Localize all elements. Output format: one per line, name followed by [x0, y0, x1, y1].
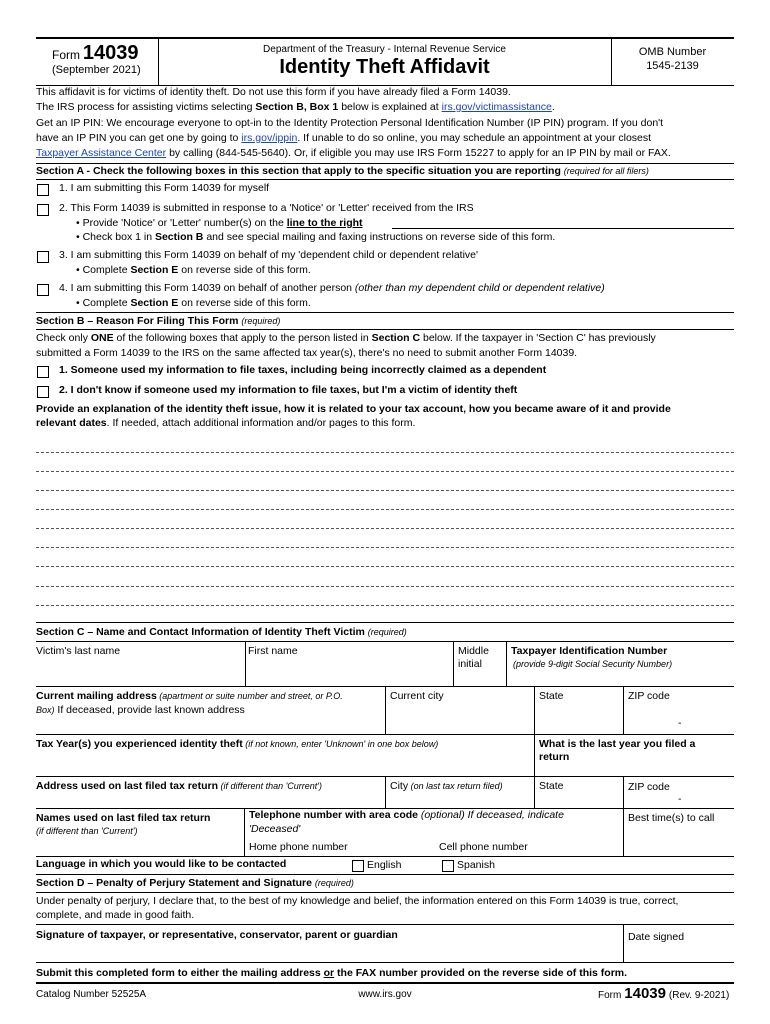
home-phone-field[interactable]: Home phone number — [249, 841, 348, 853]
form-id: Form 14039 — [52, 42, 139, 64]
section-b-instructions-2: submitted a Form 14039 to the IRS on the same affected tax year(s), there's no need to submit another Form 14039. — [36, 347, 578, 359]
signature-field[interactable]: Signature of taxpayer, or representative, conservator, parent or guardian — [36, 929, 398, 941]
spanish-label: Spanish — [457, 859, 495, 871]
english-label: English — [367, 859, 402, 871]
catalog-number: Catalog Number 52525A — [36, 989, 147, 1000]
section-a-item-2: 2. This Form 14039 is submitted in response to a 'Notice' or 'Letter' received from the IRS — [59, 202, 474, 214]
tin-field[interactable]: Taxpayer Identification Number (provide 9-digit Social Security Number) — [511, 645, 673, 669]
names-last-return-field[interactable]: Names used on last filed tax return (if different than 'Current') — [36, 812, 211, 836]
perjury-statement-2: complete, and made in good faith. — [36, 909, 195, 921]
current-city-field[interactable]: Current city — [390, 690, 444, 702]
explanation-line[interactable] — [36, 471, 734, 472]
taxpayer-assistance-link[interactable]: Taxpayer Assistance Center — [36, 147, 167, 159]
section-b-option-1: 1. Someone used my information to file taxes, including being incorrectly claimed as a dependent — [59, 364, 547, 376]
section-a-item-1: 1. I am submitting this Form 14039 for myself — [59, 182, 270, 194]
last-year-filed-field[interactable]: What is the last year you filed a return — [539, 738, 696, 763]
section-a-checkbox-1[interactable] — [37, 184, 49, 196]
best-time-field[interactable]: Best time(s) to call — [628, 812, 715, 824]
last-return-zip-field[interactable]: ZIP code - — [628, 781, 682, 805]
intro-line-5: Taxpayer Assistance Center by calling (844-545-5640). Or, if eligible you may use IRS Form 15227 to apply for an IP PIN by mail or FAX. — [36, 147, 671, 159]
explanation-line[interactable] — [36, 452, 734, 453]
section-b-option-2: 2. I don't know if someone used my information to file taxes, but I'm a victim of identity theft — [59, 384, 518, 396]
website: www.irs.gov — [358, 989, 412, 1000]
telephone-block: Telephone number with area code (optional) If deceased, indicate 'Deceased' Home phone number Cell phone number — [249, 809, 564, 853]
explanation-line[interactable] — [36, 605, 734, 606]
last-return-city-field[interactable]: City (on last tax return filed) — [390, 780, 503, 792]
section-a-item-3-bullet: • Complete Section E on reverse side of this form. — [76, 264, 311, 276]
explanation-prompt-2: relevant dates. If needed, attach additional information and/or pages to this form. — [36, 417, 416, 429]
mailing-address-field[interactable]: Current mailing address (apartment or suite number and street, or P.O. Box) If deceased, provide last known address — [36, 690, 343, 716]
omb-number: 1545-2139 — [646, 60, 699, 72]
section-a-checkbox-2[interactable] — [37, 204, 49, 216]
explanation-line[interactable] — [36, 586, 734, 587]
notice-number-line[interactable] — [392, 228, 734, 229]
section-b-checkbox-2[interactable] — [37, 386, 49, 398]
current-state-field[interactable]: State — [539, 690, 564, 702]
section-b-checkbox-1[interactable] — [37, 366, 49, 378]
omb-label: OMB Number — [638, 46, 707, 58]
form-revision: (September 2021) — [52, 64, 141, 76]
date-signed-field[interactable]: Date signed — [628, 931, 685, 943]
language-label: Language in which you would like to be contacted — [36, 858, 287, 870]
section-b-instructions-1: Check only ONE of the following boxes that apply to the person listed in Section C below. If the taxpayer in 'Section C' has previously — [36, 332, 656, 344]
section-a-item-2-bullet-1: • Provide 'Notice' or 'Letter' number(s) on the line to the right — [76, 217, 363, 229]
intro-line-3: Get an IP PIN: We encourage everyone to opt-in to the Identity Protection Personal Identification Number (IP PIN) program. If you don't — [36, 117, 664, 129]
ippin-link[interactable]: irs.gov/ippin — [241, 132, 298, 144]
tax-years-field[interactable]: Tax Year(s) you experienced identity theft (if not known, enter 'Unknown' in one box below) — [36, 738, 439, 750]
page-title: Identity Theft Affidavit — [279, 56, 490, 78]
section-c-heading: Section C – Name and Contact Information of Identity Theft Victim (required) — [36, 626, 407, 638]
spanish-checkbox[interactable] — [442, 860, 454, 872]
department: Department of the Treasury - Internal Revenue Service — [263, 44, 506, 55]
intro-line-1: This affidavit is for victims of identity theft. Do not use this form if you have already filed a Form 14039. — [36, 86, 511, 98]
english-checkbox[interactable] — [352, 860, 364, 872]
explanation-line[interactable] — [36, 547, 734, 548]
middle-initial-field[interactable]: Middle initial — [458, 645, 489, 670]
perjury-statement-1: Under penalty of perjury, I declare that, to the best of my knowledge and belief, the information entered on this Form 14039 is true, correct, — [36, 895, 679, 907]
explanation-line[interactable] — [36, 566, 734, 567]
footer-form-id: Form 14039 (Rev. 9-2021) — [598, 985, 730, 1002]
section-a-item-4: 4. I am submitting this Form 14039 on behalf of another person (other than my dependent child or dependent relative) — [59, 282, 605, 294]
section-b-heading: Section B – Reason For Filing This Form (required) — [36, 315, 281, 327]
section-a-checkbox-3[interactable] — [37, 251, 49, 263]
section-a-item-3: 3. I am submitting this Form 14039 on behalf of my 'dependent child or dependent relative' — [59, 249, 479, 261]
intro-line-2: The IRS process for assisting victims selecting Section B, Box 1 below is explained at irs.gov/victimassistance. — [36, 101, 555, 113]
victim-assistance-link[interactable]: irs.gov/victimassistance — [441, 101, 552, 113]
current-zip-field[interactable]: ZIP code - — [628, 690, 682, 729]
section-a-item-4-bullet: • Complete Section E on reverse side of this form. — [76, 297, 311, 309]
last-name-field[interactable]: Victim's last name — [36, 645, 121, 657]
last-return-address-field[interactable]: Address used on last filed tax return (if different than 'Current') — [36, 780, 323, 792]
section-a-heading: Section A - Check the following boxes in this section that apply to the specific situation you are reporting (required for all filers) — [36, 165, 649, 177]
intro-line-4: have an IP PIN you can get one by going to irs.gov/ippin. If unable to do so online, you may schedule an appointment at your closest — [36, 132, 652, 144]
last-return-state-field[interactable]: State — [539, 780, 564, 792]
section-a-item-2-bullet-2: • Check box 1 in Section B and see special mailing and faxing instructions on reverse side of this form. — [76, 231, 556, 243]
top-rule — [36, 37, 734, 39]
cell-phone-field[interactable]: Cell phone number — [439, 841, 528, 853]
submit-instruction: Submit this completed form to either the mailing address or the FAX number provided on the reverse side of this form. — [36, 967, 628, 979]
form-number: 14039 — [82, 42, 139, 64]
section-a-checkbox-4[interactable] — [37, 284, 49, 296]
explanation-prompt-1: Provide an explanation of the identity theft issue, how it is related to your tax account, how you became aware of it and provide — [36, 403, 671, 415]
explanation-line[interactable] — [36, 509, 734, 510]
explanation-line[interactable] — [36, 490, 734, 491]
explanation-line[interactable] — [36, 528, 734, 529]
first-name-field[interactable]: First name — [248, 645, 298, 657]
section-d-heading: Section D – Penalty of Perjury Statement and Signature (required) — [36, 877, 354, 889]
